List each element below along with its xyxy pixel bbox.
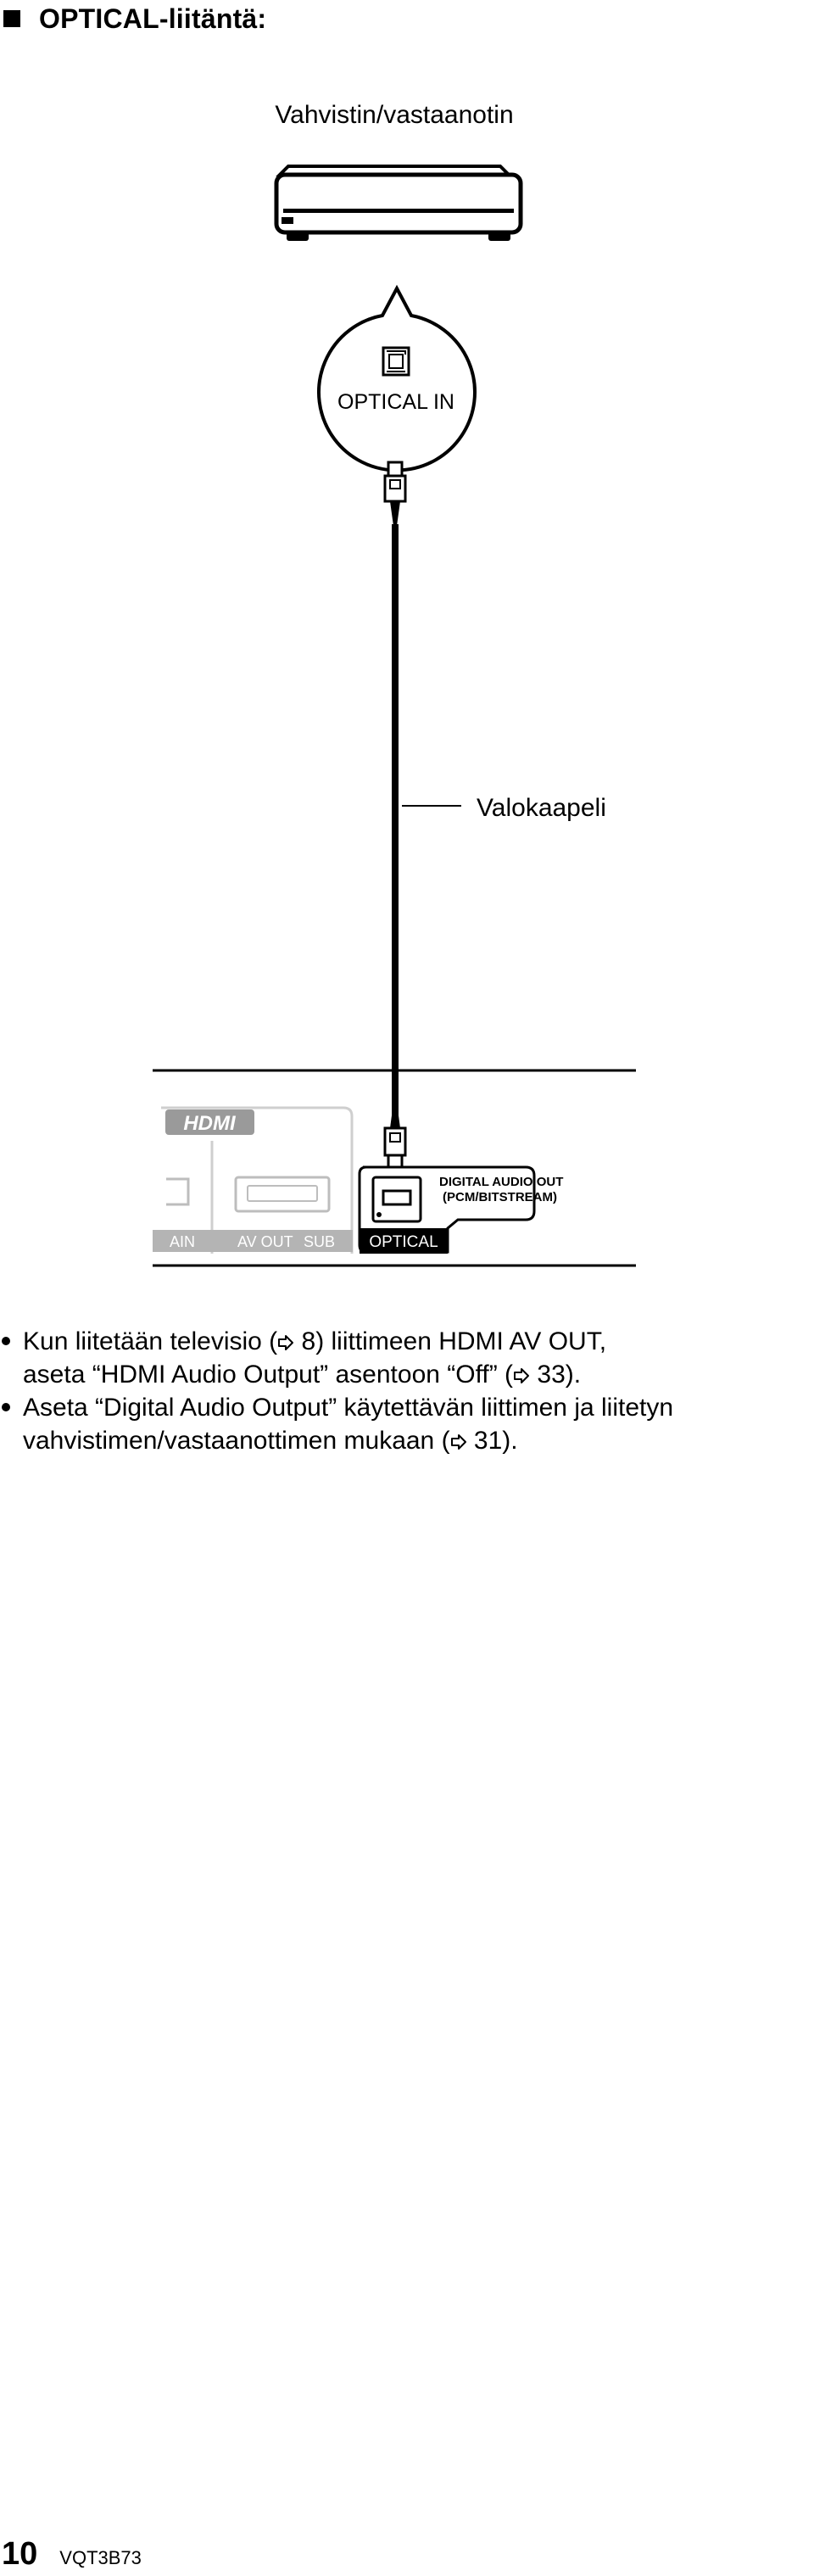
optical-in-label: OPTICAL IN (337, 390, 454, 414)
optical-jack-icon (383, 348, 409, 375)
cable-label: Valokaapeli (477, 794, 606, 822)
page-reference-arrow-icon (513, 1367, 530, 1384)
note-line: aseta “HDMI Audio Output” asentoon “Off” ( 33). (23, 1361, 582, 1389)
note-line: Kun liitetään televisio ( 8) liittimeen HDMI AV OUT, (23, 1327, 607, 1355)
notes-list (0, 1325, 814, 1457)
page-reference-arrow-icon (277, 1334, 294, 1351)
note-text (23, 1391, 814, 1424)
note-line: vahvistimen/vastaanottimen mukaan ( 31). (23, 1427, 518, 1455)
optical-port-label: OPTICAL (369, 1233, 438, 1251)
hdmi-logo: HDMI (183, 1112, 236, 1135)
amplifier-label: Vahvistin/vastaanotin (275, 101, 514, 129)
cable-plug-top (385, 462, 405, 526)
section-title: OPTICAL-liitäntä: (39, 3, 267, 34)
bullet-dot-icon (2, 1403, 10, 1411)
digital-audio-label-line1: DIGITAL AUDIO OUT (439, 1175, 564, 1189)
note-line: Aseta “Digital Audio Output” käytettävän liittimen ja liitetyn (23, 1394, 674, 1422)
hdmi-port-area (153, 1108, 353, 1254)
port-av-out-label: AV OUT (237, 1233, 293, 1250)
digital-audio-label-line2: (PCM/BITSTREAM) (443, 1190, 557, 1204)
port-sub-label: SUB (304, 1233, 336, 1250)
document-code: VQT3B73 (59, 2547, 142, 2568)
page-number: 10 (2, 2536, 38, 2572)
cable-plug-bottom (385, 1103, 405, 1171)
note-text (23, 1325, 814, 1391)
bullet-dot-icon (2, 1337, 10, 1345)
amplifier-device (276, 166, 521, 241)
optical-cable (392, 524, 399, 1135)
page-reference-arrow-icon (450, 1433, 467, 1450)
page-footer (0, 2536, 142, 2573)
optical-in-callout (319, 288, 475, 470)
note-item (0, 1325, 814, 1391)
optical-port-panel (360, 1167, 563, 1254)
port-main-label: AIN (170, 1233, 196, 1250)
note-item (0, 1391, 814, 1424)
